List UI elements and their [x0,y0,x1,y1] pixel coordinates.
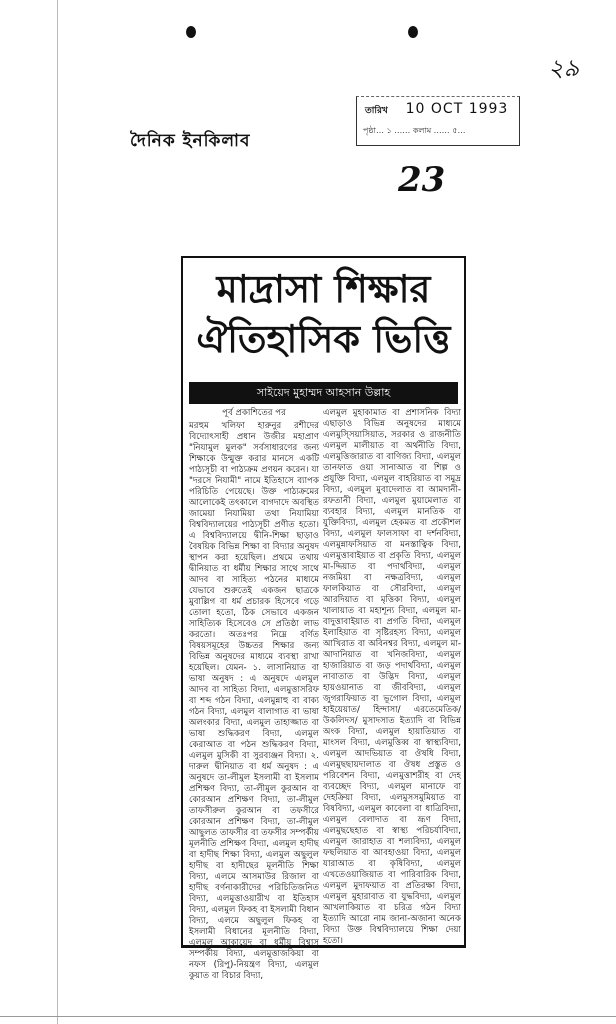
punch-hole-icon [186,26,196,38]
article-title [183,264,464,364]
title-line-2: ঐতিহাসিক ভিত্তি [196,317,451,361]
date-stamp: তারিখ 10 OCT 1993 পৃষ্ঠা… ১ …… কলাম …… ৫… [356,96,520,146]
article-byline: সাইয়েদ মুহাম্মদ আহসান উল্লাহ [189,382,458,404]
punch-hole-icon [408,26,418,38]
article-column-left [189,408,319,982]
article-column-right [323,408,461,947]
newspaper-name: দৈনিক ইনকিলাব [130,131,251,151]
column-value: ৫ [452,126,458,135]
article-clipping [181,256,466,981]
handwritten-page-number: ২৯ [548,54,580,82]
continued-note: পূর্ব প্রকাশিতের পর [222,408,286,418]
page-value: ১ [386,126,392,135]
title-line-1: মাদ্রাসা শিক্ষার [216,267,431,311]
stamp-date: 10 OCT 1993 [405,101,509,117]
date-label: তারিখ [365,106,388,116]
scan-edge-line [57,0,58,1024]
page-label: পৃষ্ঠা [363,126,376,135]
handwritten-number: 23 [398,160,446,200]
column-label: কলাম [412,126,432,135]
scan-bottom-line [0,1016,616,1017]
column-text: মরহুম খলিফা হারুনুর রশীদের বিদ্যোৎসাহী প্রধান উজীর মহাপ্রাণ "নিযামুল মুলক" সর্বসাধারণের জন্য শিক্ষাকে উন্মুক্ত করার মানসে একটি পাঠ্যসূচী বা পাঠ্যক্রম প্রণয়ন করেন। যা "দরসে নিযামী" নামে ইতিহাসে ব্যাপক পরিচিতি পেয়েছে। উক্ত পাঠ্যক্রমের আলোকেই তৎকালে বাগদাদে অবস্থিত জামেয়া নিযামিয়া তথা নিযামিয়া বিশ্ববিদ্যালয়ের পাঠ্যসূচী প্রণীত হতো। এ বিশ্ববিদ্যালয়ে দ্বীনি-শিক্ষা ছাড়াও বৈষয়িক বিভিন্ন শিক্ষা বা বিদ্যার অনুষদ স্থাপন করা হয়েছিল। প্রথমে তথায় দ্বীনিয়াত বা ধর্মীয় শিক্ষার সাথে সাথে আদব বা সাহিত্য পঠনের মাধ্যমে যেভাবে শুরুতেই একজন ছাত্রকে মুবাল্লিগ বা ধর্ম প্রচারক হিসেবে গড়ে তোলা হতো, ঠিক সেভাবে একজন সাহিত্যিক হিসেবেও সে প্রতিষ্ঠা লাভ করতো। অতঃপর নিম্নে বর্ণিত বিষয়সমূহের উচ্চতর শিক্ষার জন্য বিভিন্ন অনুষদের মাধ্যমে ব্যবস্থা রাখা হয়েছিল। যেমন- ১. লাসানিয়াত বা ভাষা অনুষদ : এ অনুষদে এলমুল আদব বা সাহিত্য বিদ্যা, এলমুত্তাসরিফ বা শব্দ গঠন বিদ্যা, এলমুন্নাহু বা বাক্য গঠন বিদ্যা, এলমুল বালাগাত বা ভাষা অলংকার বিদ্যা, এলমুল তাহাজ্জাত বা ভাষা শুদ্ধিকরণ বিদ্যা, এলমুল কেরাআত বা পঠন শুদ্ধিকরণ বিদ্যা, এলমুল মুসিকী বা সুরব্যঞ্জন বিদ্যা। ২. দারুল দ্বীনিয়াত বা ধর্ম অনুষদ : এ অনুষদে তা-লীমুল ইসলামী বা ইসলাম প্রশিক্ষণ বিদ্যা, তা-লীমুল কুরআন বা কোরআন প্রশিক্ষণ বিদ্যা, তা-লীমুল তাফসীরুল কুরআন বা তফসীরে কোরআন প্রশিক্ষণ বিদ্যা, তা-লীমুল আছুলত তাফসীর বা তফসীর সম্পর্কীয় মূলনীতি প্রশিক্ষণ বিদ্যা, এলমুল হাদীছ বা হাদীছ শিক্ষা বিদ্যা, এলমুল অছুলুল হাদীছ বা হাদীছের মূলনীতি শিক্ষা বিদ্যা, এলমে আসমাউর রিজাল বা হাদীছ বর্ণনাকারীদের পরিচিতিজনিত বিদ্যা, এলমুত্তাওয়ারীখ বা ইতিহাস বিদ্যা, এলমুল ফিকহ বা ইসলামী বিধান বিদ্যা, এলমে অছুলুল ফিকহ বা ইসলামী বিধানের মূলনীতি বিদ্যা, এলমুল আকায়েদ বা ধর্মীয় বিশ্বাস সম্পর্কীয় বিদ্যা, এলমুত্তাজকিয়া বা নফস (রিপু)-নিয়ন্ত্রণ বিদ্যা, এলমুল কুয়াত বা বিচার বিদ্যা, [189,421,319,981]
column-text: এলমুল মুহাকামাত বা প্রশাসনিক বিদ্যা এছাড়াও বিভিন্ন অনুষদের মাধ্যমে এলমুস্সিয়াসিয়াত, সরকার ও রাজনীতি এলমুল মালীয়াত বা অর্থনীতি বিদ্যা, এলমুত্তিজারাত বা বাণিজ্য বিদ্যা, এলমুল তানফাত ওয়া সানাআত বা শিল্প ও প্রযুক্তি বিদ্যা, এলমুল বাহরিয়াত বা সমুদ্র বিদ্যা, এলমুল মুবাদেলাত বা আমদানী-রফতানী বিদ্যা, এলমুল মুয়ামেলাত বা ব্যবহার বিদ্যা, এলমুল মানতিক বা যুক্তিবিদ্যা, এলমুল হেকমত বা প্রকৌশল বিদ্যা, এলমুল ফালসাফা বা দর্শনবিদ্যা, এলমুন্নাফসিয়াত বা মনস্তাত্বিক বিদ্যা, এলমুত্তাবাইয়াত বা প্রকৃতি বিদ্যা, এলমুল মা-দ্দিয়াত বা পদার্থবিদ্যা, এলমুল নজমিয়া বা নক্ষত্রবিদ্যা, এলমুল ফালকিয়াত বা সৌরবিদ্যা, এলমুল আরদিয়াত বা মৃত্তিকা বিদ্যা, এলমুল খালায়াত বা মহাশূন্য বিদ্যা, এলমুল মা-বাদুত্তাবাইয়াত বা প্রগতি বিদ্যা, এলমুল ইলাহিয়াত বা সৃষ্টিরহস্য বিদ্যা, এলমুল আখিরাত বা অবিনশ্বর বিদ্যা, এলমুল মা-আদানিয়াত বা খনিজবিদ্যা, এলমুল হাজারিয়াত বা জড় পদার্থবিদ্যা, এলমুল নাবাতাত বা উদ্ভিদ বিদ্যা, এলমুল হায়ওয়ানাত বা জীববিদ্যা, এলমুল জুগরাফিয়াত বা ভূগোল বিদ্যা, এলমুল হাইয়েয়াত/ হিন্দাসা/ এরতেমেতিক/ উকলিদস/ মুসাদসাত ইত্যাদি বা বিভিন্ন অংক বিদ্যা, এলমুল হায়াতিয়াত বা মাংসল বিদ্যা, এলমুত্তিব্ব বা স্বাস্থ্যবিদ্যা, এলমুল আদভিয়াত বা ঔষধি বিদ্যা, এলমুছছায়দালাত বা ঔষধ প্রস্তুত ও পরিবেশন বিদ্যা, এলমুত্তাশরীহ বা দেহ ব্যবচ্ছেদ বিদ্যা, এলমুল মানাফে বা দেহক্রিয়া বিদ্যা, এলমুসসমুমিয়াত বা বিষবিদ্যা, এলমুল কাবেলা বা ধাত্রিবিদ্যা, এলমুল বেলাদাত বা ভ্রূণ বিদ্যা, এলমুছছেহাত বা স্বাস্থ্য পরিচর্যাবিদ্যা, এলমুল জারাহাত বা শল্যবিদ্যা, এলমুল ফছলিয়াত বা আবহাওয়া বিদ্যা, এলমুল যারাআত বা কৃষিবিদ্যা, এলমুল এখতেওয়াজিয়াত বা পারিবারিক বিদ্যা, এলমুল মুদাফয়াত বা প্রতিরক্ষা বিদ্যা, এলমুল মুহারাবাত বা যুদ্ধবিদ্যা, এলমুল আখলাকিয়াত বা চরিত্র গঠন বিদ্যা ইত্যাদি আরো নাম জানা-অজানা অনেক বিদ্যা উক্ত বিশ্ববিদ্যালয়ে শিক্ষা দেয়া হতো। [323,408,461,946]
